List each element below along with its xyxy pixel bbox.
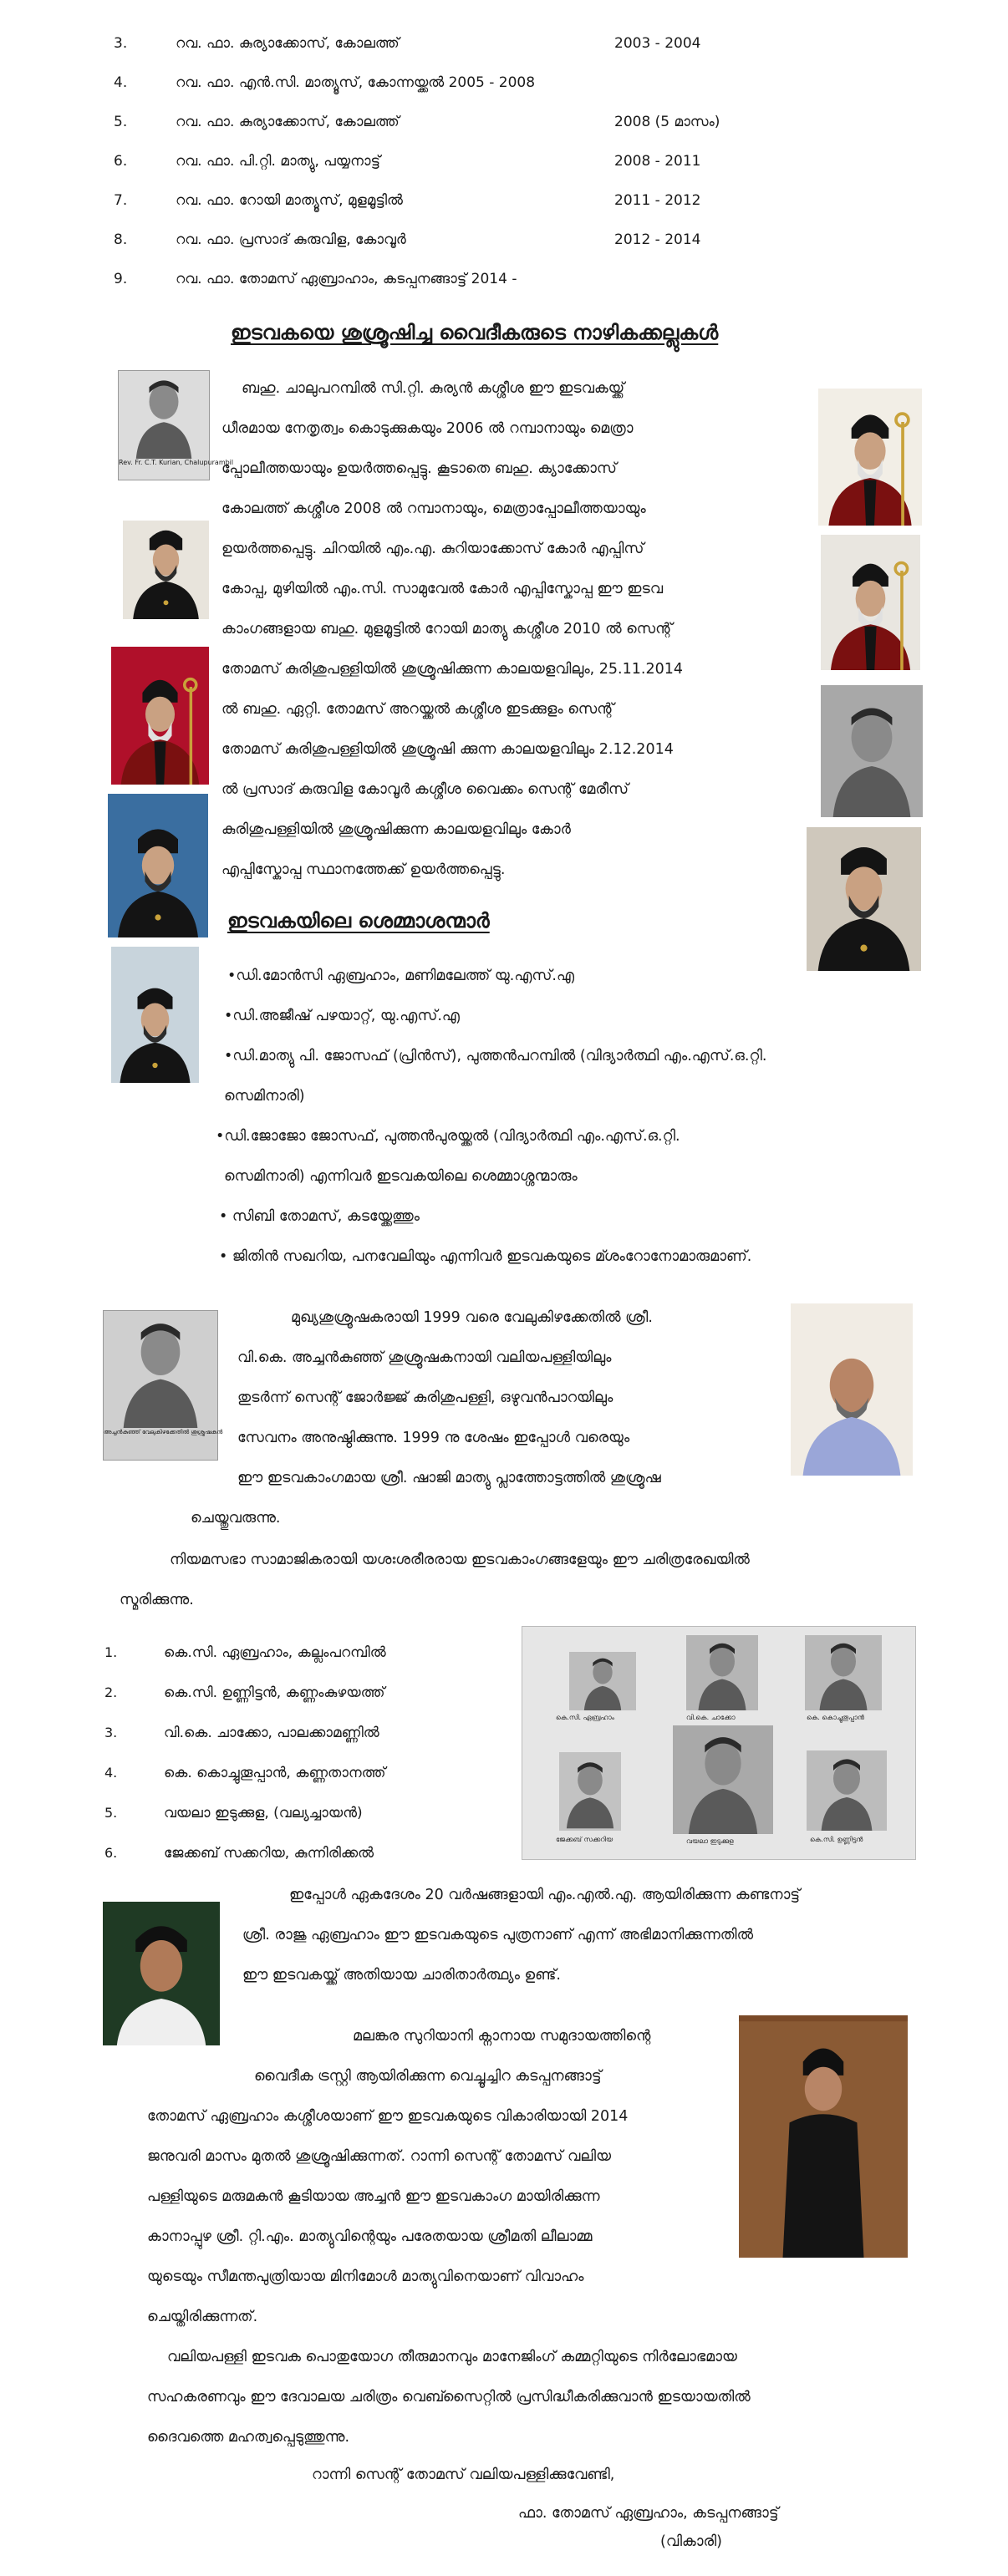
photo-shaji-mathew — [791, 1303, 913, 1476]
text-line: വലിയപള്ളി ഇടവക പൊതുയോഗ തീരുമാനവും മാനേജിംഗ് കമ്മറ്റിയുടെ നിർലോഭമായ — [167, 2349, 737, 2365]
vicar-name: റവ. ഫാ. തോമസ് ഏബ്രാഹാം, കടപ്പനങ്ങാട്ട് 2014 - — [176, 271, 517, 287]
mla-list — [0, 1643, 518, 1877]
text-line: ചെയ്തുവരുന്നു. — [191, 1510, 281, 1527]
text-line: സഹകരണവും ഈ ദേവാലയ ചരിത്രം വെബ്സൈറ്റിൽ പ്രസിദ്ധീകരിക്കുവാൻ ഇടയായതിൽ — [147, 2389, 751, 2406]
member-name: കെ. കൊച്ചുതൂപ്പാൻ, കണ്ണതാനത്ത് — [164, 1765, 386, 1781]
list-number: 3. — [114, 35, 128, 52]
list-number: 6. — [114, 153, 128, 170]
text-line: ഈ ഇടവകയ്ക്ക് അതിയായ ചാരിതാർത്ഥ്യം ഉണ്ട്. — [242, 1967, 561, 1984]
list-number: 2. — [104, 1684, 118, 1700]
portrait-icon — [111, 947, 199, 1083]
photo-priest-2 — [123, 521, 209, 619]
portrait-icon — [686, 1635, 758, 1710]
photo-metropolitan-2 — [821, 535, 920, 670]
member-name: വി.കെ. ചാക്കോ, പാലക്കാമണ്ണിൽ — [164, 1725, 379, 1741]
deacon-item: •ഡി.ജോജോ ജോസഫ്, പുത്തൻപുരയ്ക്കൽ (വിദ്യാർത്ഥി എം.എസ്.ഒ.റ്റി. — [216, 1128, 680, 1145]
vicar-period: 2011 - 2012 — [614, 192, 701, 209]
portrait-icon — [821, 535, 920, 670]
section-heading-deacons: ഇടവകയിലെ ശെമ്മാശന്മാർ — [227, 909, 490, 932]
group-portrait — [673, 1725, 773, 1834]
group-caption: ജേക്കബ് സക്കറിയ — [556, 1836, 613, 1843]
photo-fr-ct-kurian — [118, 370, 234, 480]
text-line: കാംഗങ്ങളായ ബഹു. മുളമൂട്ടിൽ റോയി മാത്യു കശ്ശീശ 2010 ൽ സെന്റ് — [221, 621, 673, 638]
text-line: കാനാപ്പുഴ ശ്രീ. റ്റി.എം. മാത്യുവിന്റെയും പരേതയായ ശ്രീമതി ലീലാമ്മ — [147, 2228, 593, 2245]
list-number: 1. — [104, 1644, 118, 1660]
portrait-icon — [805, 1635, 882, 1710]
text-line: ധീരമായ നേതൃത്വം കൊടുക്കുകയും 2006 ൽ റമ്പാനായും മെത്രാ — [221, 420, 634, 437]
photo-priest-6 — [821, 685, 923, 817]
list-item — [0, 1643, 518, 1663]
text-line: ബഹു. ചാലുപറമ്പിൽ സി.റ്റി. കുര്യൻ കശ്ശീശ ഈ ഇടവകയ്ക്ക് — [242, 380, 625, 397]
group-caption: വയലാ ഇടുക്കുള — [686, 1837, 734, 1845]
group-caption: കെ.സി. ഉണ്ണിട്ടൻ — [810, 1836, 863, 1843]
list-number: 8. — [114, 231, 128, 248]
text-line: ദൈവത്തെ മഹത്വപ്പെടുത്തുന്നു. — [147, 2429, 350, 2446]
group-portrait — [805, 1635, 882, 1710]
member-name: വയലാ ഇടുക്കുള, (വല്യച്ചായൻ) — [164, 1805, 363, 1821]
sexton-paragraph — [191, 1298, 784, 1538]
photo-priest-3 — [111, 647, 209, 785]
list-number: 9. — [114, 271, 128, 287]
list-item — [0, 1843, 518, 1863]
vicar-period: 2008 - 2011 — [614, 153, 701, 170]
mla-intro — [120, 1540, 914, 1620]
portrait-icon — [739, 2015, 908, 2258]
photo-caption: Rev. Fr. C.T. Kurian, Chalupurambil — [119, 459, 234, 466]
photo-priest-4 — [108, 794, 208, 937]
section-heading-priests: ഇടവകയെ ശുശ്രൂഷിച്ച വൈദീകരുടെ നാഴികക്കല്ലുകൾ — [231, 321, 719, 344]
list-number: 5. — [104, 1805, 118, 1821]
list-number: 6. — [104, 1845, 118, 1861]
photo-metropolitan-1 — [818, 389, 922, 526]
closing-paragraph — [147, 2337, 933, 2457]
text-line: കോലത്ത് കശ്ശീശ 2008 ൽ റമ്പാനായും, മെത്രാപ്പോലീത്തയായും — [221, 500, 646, 517]
vicar-paragraph — [105, 2016, 741, 2337]
text-line: യുടെയും സീമന്തപുത്രിയായ മിനിമോൾ മാത്യുവിനെയാണ് വിവാഹം — [147, 2269, 584, 2285]
vicar-name: റവ. ഫാ. കുര്യാക്കോസ്, കോലത്ത് — [176, 35, 400, 52]
text-line: ഈ ഇടവകാംഗമായ ശ്രീ. ഷാജി മാത്യു പ്ലാത്തോട്ടത്തിൽ ശുശ്രൂഷ — [237, 1470, 661, 1486]
portrait-icon — [119, 371, 209, 459]
vicar-period: 2012 - 2014 — [614, 231, 701, 248]
text-line: തോമസ് കുരിശുപള്ളിയിൽ ശുശ്രൂഷിക്കുന്ന കാലയളവിലും, 25.11.2014 — [221, 661, 683, 678]
mla-current-paragraph — [242, 1875, 928, 1995]
photo-mla-group — [522, 1626, 916, 1860]
group-caption: വി.കെ. ചാക്കോ — [686, 1714, 736, 1721]
text-line: തുടർന്ന് സെന്റ് ജോർജ്ജ് കുരിശുപള്ളി, ഒഴുവൻപാറയിലും — [237, 1390, 613, 1406]
list-item — [0, 230, 1008, 250]
member-name: കെ.സി. ഉണ്ണിട്ടൻ, കണ്ണംകുഴയത്ത് — [164, 1684, 385, 1701]
list-item — [0, 269, 1008, 289]
list-item — [0, 73, 1008, 93]
member-name: കെ.സി. ഏബ്രഹാം, കല്ലംപറമ്പിൽ — [164, 1644, 386, 1661]
list-item — [0, 112, 1008, 132]
group-caption: കെ. കൊച്ചുതൂപ്പാൻ — [807, 1714, 864, 1721]
text-line: നിയമസഭാ സാമാജികരായി യശഃശരീരരായ ഇടവകാംഗങ്ങളേയും ഈ ചരിത്രരേഖയിൽ — [170, 1552, 750, 1568]
photo-caption: അച്ചൻകുഞ്ഞ് വേലുകിഴക്കേതിൽ ശുശ്രൂഷകൻ — [104, 1429, 223, 1435]
text-line: മുഖ്യശുശ്രൂഷകരായി 1999 വരെ വേലുകിഴക്കേതിൽ ശ്രീ. — [291, 1309, 653, 1326]
list-number: 4. — [104, 1765, 118, 1781]
text-line: സ്മരിക്കുന്നു. — [120, 1592, 194, 1608]
list-item — [0, 1803, 518, 1823]
group-caption: കെ.സി. ഏബ്രഹാം — [556, 1714, 614, 1721]
text-line: കോപ്പ, മുഴിയിൽ എം.സി. സാമുവേൽ കോർ എപ്പിസ്കോപ്പ ഈ ഇടവ — [221, 581, 664, 597]
text-line: എപ്പിസ്കോപ്പ സ്ഥാനത്തേക്ക് ഉയർത്തപ്പെട്ടു. — [221, 861, 506, 878]
text-line: തോമസ് കുരിശുപള്ളിയിൽ ശുശ്രൂഷി ക്കുന്ന കാലയളവിലും 2.12.2014 — [221, 741, 674, 758]
text-line: മലങ്കര സുറിയാനി ക്നാനായ സമുദായത്തിന്റെ — [353, 2028, 651, 2045]
vicar-period: 2008 (5 മാസം) — [614, 114, 720, 130]
deacon-item: •ഡി.മോൻസി ഏബ്രഹാം, മണിമലേത്ത് യു.എസ്.എ — [227, 968, 575, 984]
text-line: ഇപ്പോൾ ഏകദേശം 20 വർഷങ്ങളായി എം.എൽ.എ. ആയിരിക്കുന്ന കണ്ടനാട്ട് — [289, 1887, 801, 1903]
deacon-item: സെമിനാരി) — [224, 1088, 305, 1105]
portrait-icon — [807, 827, 921, 971]
portrait-icon — [818, 389, 922, 526]
photo-fr-thomas-abraham — [739, 2015, 908, 2258]
portrait-icon — [104, 1311, 217, 1428]
portrait-icon — [569, 1652, 636, 1710]
list-number: 3. — [104, 1725, 118, 1740]
text-line: വൈദീക ട്രസ്റ്റി ആയിരിക്കുന്ന വെച്ചൂച്ചിറ കടപ്പനങ്ങാട്ട് — [254, 2068, 602, 2085]
vicar-list — [0, 0, 1008, 301]
text-line: തോമസ് ഏബ്രഹാം കശ്ശീശയാണ് ഈ ഇടവകയുടെ വികാരിയായി 2014 — [147, 2108, 629, 2125]
vicar-name: റവ. ഫാ. കുര്യാക്കോസ്, കോലത്ത് — [176, 114, 400, 130]
text-line: സേവനം അനുഷ്ഠിക്കുന്നു. 1999 നു ശേഷം ഇപ്പോൾ വരെയും — [237, 1430, 630, 1446]
vicar-name: റവ. ഫാ. റോയി മാത്യൂസ്, മുളമൂട്ടിൽ — [176, 192, 403, 209]
vicar-name: റവ. ഫാ. എൻ.സി. മാത്യൂസ്, കോന്നയ്ക്കൽ 2005 - 2008 — [176, 74, 536, 91]
priests-paragraph — [221, 368, 807, 890]
deacon-item: സെമിനാരി) എന്നിവർ ഇടവകയിലെ ശെമ്മാശ്ശന്മാരും — [224, 1168, 578, 1185]
text-line: കുരിശുപള്ളിയിൽ ശുശ്രൂഷിക്കുന്ന കാലയളവിലും കോർ — [221, 821, 571, 838]
text-line: ശ്രീ. രാജു ഏബ്രഹാം ഈ ഇടവകയുടെ പുത്രനാണ് എന്ന് അഭിമാനിക്കുന്നതിൽ — [242, 1927, 754, 1943]
text-line: ൽ ബഹു. ഏറ്റി. തോമസ് അറയ്ക്കൽ കശ്ശീശ ഇടക്കുളം സെന്റ് — [221, 701, 614, 718]
portrait-icon — [108, 794, 208, 937]
text-line: പള്ളിയുടെ മരുമകൻ കൂടിയായ അച്ചൻ ഈ ഇടവകാംഗ മായിരിക്കുന്ന — [147, 2188, 600, 2205]
deacon-item: • ജിതിൻ സഖറിയ, പനവേലിയും എന്നിവർ ഇടവകയുടെ മ്ശംറോനോമാരുമാണ്. — [219, 1248, 752, 1265]
portrait-icon — [791, 1303, 913, 1476]
text-line: പ്പോലീത്തയായും ഉയർത്തപ്പെട്ടു. കൂടാതെ ബഹു. ക്യാക്കോസ് — [221, 460, 617, 477]
portrait-icon — [821, 685, 923, 817]
group-portrait — [559, 1752, 621, 1831]
group-portrait — [807, 1750, 887, 1831]
text-line: ജനുവരി മാസം മുതൽ ശുശ്രൂഷിക്കുന്നത്. റാന്നി സെന്റ് തോമസ് വലിയ — [147, 2148, 611, 2165]
deacon-item: • സിബി തോമസ്, കടയ്ക്കേത്തും — [219, 1208, 420, 1225]
portrait-icon — [559, 1752, 621, 1831]
text-line: ചെയ്തിരിക്കുന്നത്. — [147, 2309, 258, 2325]
list-number: 7. — [114, 192, 128, 209]
group-portrait — [686, 1635, 758, 1710]
sign-for: റാന്നി സെന്റ് തോമസ് വലിയപള്ളിക്കുവേണ്ടി, — [312, 2467, 615, 2483]
list-item — [0, 1763, 518, 1783]
deacon-item: •ഡി.മാത്യു പി. ജോസഫ് (പ്രിൻസ്), പുത്തൻപറമ്പിൽ (വിദ്യാർത്ഥി എം.എസ്.ഒ.റ്റി. — [224, 1048, 767, 1064]
vicar-name: റവ. ഫാ. പ്രസാദ് കുരുവിള, കോവൂർ — [176, 231, 406, 248]
text-line: വി.കെ. അച്ചൻകുഞ്ഞ് ശുശ്രൂഷകനായി വലിയപള്ളിയിലും — [237, 1349, 612, 1366]
sign-name: ഫാ. തോമസ് ഏബ്രഹാം, കടപ്പനങ്ങാട്ട് — [518, 2505, 779, 2522]
deacon-item: •ഡി.അജീഷ് പഴയാറ്റ്, യു.എസ്.എ — [224, 1008, 460, 1024]
list-number: 5. — [114, 114, 128, 130]
photo-priest-5 — [111, 947, 199, 1083]
list-item — [0, 33, 1008, 53]
list-item — [0, 151, 1008, 171]
sign-role: (വികാരി) — [660, 2533, 722, 2550]
portrait-icon — [673, 1725, 773, 1834]
list-number: 4. — [114, 74, 128, 91]
group-portrait — [569, 1652, 636, 1710]
member-name: ജേക്കബ് സക്കറിയ, കുന്നിരിക്കൽ — [164, 1845, 374, 1862]
list-item — [0, 1683, 518, 1703]
photo-sexton — [103, 1310, 223, 1461]
portrait-icon — [807, 1750, 887, 1831]
vicar-name: റവ. ഫാ. പി.റ്റി. മാത്യു, പയ്യനാട്ട് — [176, 153, 381, 170]
portrait-icon — [111, 647, 209, 785]
photo-priest-7 — [807, 827, 921, 971]
text-line: ൽ പ്രസാദ് കുരുവിള കോവൂർ കശ്ശീശ വൈക്കം സെന്റ് മേരീസ് — [221, 781, 629, 798]
list-item — [0, 1723, 518, 1743]
vicar-period: 2003 - 2004 — [614, 35, 701, 52]
portrait-icon — [123, 521, 209, 619]
list-item — [0, 191, 1008, 211]
text-line: ഉയർത്തപ്പെട്ടു. ചിറയിൽ എം.എ. കുറിയാക്കോസ് കോർ എപ്പിസ് — [221, 541, 644, 557]
